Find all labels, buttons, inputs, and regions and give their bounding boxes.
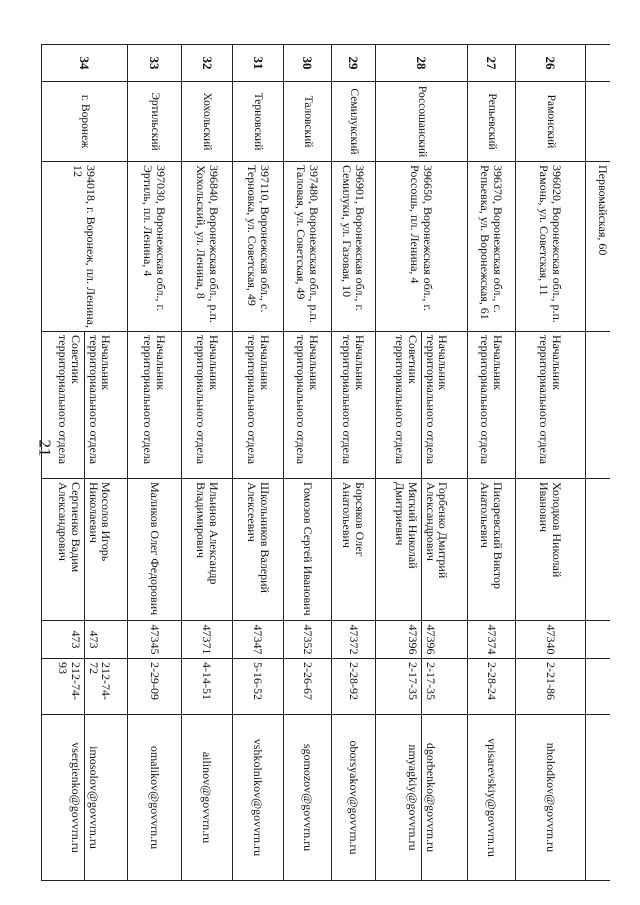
- phone-code-cell: [468, 621, 516, 659]
- phone-code-cell: [332, 621, 376, 659]
- email-cell-value: nmyagkiy@govvrn.ru: [406, 715, 422, 880]
- phone-cell: [42, 659, 128, 715]
- email-cell-value: imosolov@govvrn.ru: [86, 746, 101, 849]
- phone-code-cell: [233, 621, 284, 659]
- fio-cell-value: Маликов Олег Федорович: [147, 482, 162, 616]
- address-cell: 394018, г. Воронеж, пл. Ленина, 12: [42, 162, 128, 332]
- email-cell: [128, 715, 182, 881]
- district-cell: Терновский: [233, 82, 284, 162]
- fio-cell: [516, 479, 586, 621]
- fio-cell: [332, 479, 376, 621]
- phone-code-cell-value: 47347: [251, 624, 266, 655]
- email-cell: [516, 715, 586, 881]
- email-cell-value: omalikov@govvrn.ru: [147, 745, 162, 850]
- phone-cell-value: 2-29-09: [147, 662, 162, 700]
- district-cell: Эртильский: [128, 82, 182, 162]
- table-body: [42, 45, 611, 881]
- phone-cell: [376, 659, 468, 715]
- address-cell: 397030, Воронежская обл., г. Эртиль, пл. Ленина, 4: [128, 162, 182, 332]
- district-cell: Семилукский: [332, 82, 376, 162]
- fio-cell-value: Борсяков Олег Анатольевич: [340, 482, 368, 557]
- fio-cell: [42, 479, 128, 621]
- email-cell: [42, 715, 128, 881]
- position-cell-value: Начальник территориального отдела: [537, 335, 565, 465]
- table-row: [586, 45, 611, 881]
- address-cell: 396370, Воронежская обл., с. Репьевка, ул. Воронежская, 61: [468, 162, 516, 332]
- fio-cell-value: Мягкий Николай Дмитриевич: [394, 479, 422, 620]
- fio-cell-value: Школьников Валерий Алексеевич: [245, 482, 272, 593]
- district-cell: Таловский: [284, 82, 332, 162]
- address-cell: 396020, Воронежская обл., р.п. Рамонь, ул. Советская, 11: [516, 162, 586, 332]
- table-row: [42, 45, 128, 881]
- fio-cell-value: Писаревский Виктор Анатольевич: [478, 482, 506, 589]
- table-row: [468, 45, 516, 881]
- page-number: 21: [35, 439, 55, 457]
- fio-cell-value: Сергиенко Вадим Александрович: [57, 479, 85, 620]
- position-cell-value: Начальник территориального отдела: [478, 335, 506, 465]
- fio-cell-value: Мосолов Игорь Николаевич: [86, 482, 114, 562]
- row-number: 29: [332, 45, 376, 82]
- table-row: [332, 45, 376, 881]
- district-cell: Репьевский: [468, 82, 516, 162]
- position-cell: [468, 332, 516, 479]
- position-cell-value: Начальник территориального отдела: [340, 335, 368, 465]
- phone-code-cell: [42, 621, 128, 659]
- phone-code-cell-value: 47371: [200, 624, 215, 655]
- phone-cell-value: 2-28-92: [346, 662, 361, 700]
- phone-cell-value: 2-17-35: [423, 662, 438, 700]
- phone-cell: [284, 659, 332, 715]
- address-cell: 397480, Воронежская обл., р.п. Таловая, ул. Советская, 49: [284, 162, 332, 332]
- email-cell: [468, 715, 516, 881]
- position-cell: [284, 332, 332, 479]
- table-row: [128, 45, 182, 881]
- row-number: 27: [468, 45, 516, 82]
- address-cell: 396650, Воронежская обл., г. Россошь, пл. Ленина, 4: [376, 162, 468, 332]
- phone-code-cell: [128, 621, 182, 659]
- email-cell-value: oborsyakov@govvrn.ru: [346, 740, 361, 855]
- email-cell-value: nholodkov@govvrn.ru: [543, 742, 558, 853]
- position-cell: [332, 332, 376, 479]
- position-cell: [128, 332, 182, 479]
- table-row: [516, 45, 586, 881]
- address-cell: Первомайская, 60: [586, 162, 611, 332]
- email-cell-value: vshkolnikov@govvrn.ru: [251, 738, 266, 857]
- table-row: [182, 45, 233, 881]
- table-row: [233, 45, 284, 881]
- phone-cell: [468, 659, 516, 715]
- position-cell: [516, 332, 586, 479]
- fio-cell-value: Горбенко Дмитрий Александрович: [423, 482, 451, 579]
- row-number: 31: [233, 45, 284, 82]
- fio-cell-value: Холодков Николай Иванович: [537, 482, 565, 578]
- table-row: [376, 45, 468, 881]
- email-cell: [233, 715, 284, 881]
- email-cell: [182, 715, 233, 881]
- fio-cell: [376, 479, 468, 621]
- position-cell-value: Советник территориального отдела: [57, 332, 85, 478]
- phone-cell-value: 4-14-51: [200, 662, 215, 700]
- district-cell: Россошанский: [376, 82, 468, 162]
- phone-cell: [128, 659, 182, 715]
- phone-code-cell-value: 47396: [406, 621, 422, 658]
- email-cell-value: vsergienko@govvrn.ru: [69, 715, 85, 880]
- table-row: [284, 45, 332, 881]
- phone-code-cell-value: 47352: [300, 624, 315, 655]
- fio-cell: [233, 479, 284, 621]
- position-cell-value: Начальник территориального отдела: [423, 335, 451, 465]
- email-cell: [284, 715, 332, 881]
- position-cell: [233, 332, 284, 479]
- phone-cell-value: 212-74-72: [86, 662, 114, 700]
- phone-cell-value: 2-17-35: [406, 659, 422, 714]
- phone-code-cell-value: 47345: [147, 624, 162, 655]
- position-cell-value: Начальник территориального отдела: [245, 335, 272, 465]
- email-cell-value: vpisarevskiy@govvrn.ru: [484, 738, 499, 857]
- contacts-table: [41, 44, 610, 881]
- phone-code-cell-value: 47340: [543, 624, 558, 655]
- phone-code-cell-value: 473: [86, 630, 101, 649]
- row-number: 34: [42, 45, 128, 82]
- phone-code-cell: [516, 621, 586, 659]
- phone-cell: [233, 659, 284, 715]
- fio-cell-value: Ильинов Александр Владимирович: [194, 482, 221, 585]
- phone-cell-value: 5-16-52: [251, 662, 266, 700]
- position-cell: [376, 332, 468, 479]
- phone-cell-value: 2-21-86: [543, 662, 558, 700]
- position-cell: [182, 332, 233, 479]
- phone-cell-value: 2-28-24: [484, 662, 499, 700]
- address-cell: 397110, Воронежская обл., с. Терновка, ул. Советская, 49: [233, 162, 284, 332]
- district-cell: г. Воронеж: [42, 82, 128, 162]
- phone-cell-value: 2-26-67: [300, 662, 315, 700]
- phone-code-cell-value: 47396: [423, 624, 438, 655]
- email-cell: [332, 715, 376, 881]
- row-number: 26: [516, 45, 586, 82]
- phone-code-cell-value: 473: [69, 621, 85, 658]
- rotated-page: [56, 44, 610, 880]
- fio-cell: [128, 479, 182, 621]
- fio-cell: [468, 479, 516, 621]
- position-cell-value: Начальник территориального отдела: [294, 335, 322, 465]
- phone-code-cell: [376, 621, 468, 659]
- address-cell: 396840, Воронежская обл., р.п. Хохольский, ул. Ленина, 8: [182, 162, 233, 332]
- district-cell: Хохольский: [182, 82, 233, 162]
- address-cell: 396901, Воронежская обл., г. Семилуки, ул. Газовая, 10: [332, 162, 376, 332]
- row-number: 33: [128, 45, 182, 82]
- phone-code-cell-value: 47374: [484, 624, 499, 655]
- position-cell-value: Начальник территориального отдела: [141, 335, 169, 465]
- email-cell-value: sgomozov@govvrn.ru: [300, 743, 315, 852]
- phone-code-cell-value: 47372: [346, 624, 361, 655]
- phone-cell: [332, 659, 376, 715]
- email-cell-value: ailinov@govvrn.ru: [200, 751, 215, 844]
- email-cell: [376, 715, 468, 881]
- phone-cell: [182, 659, 233, 715]
- phone-code-cell: [182, 621, 233, 659]
- position-cell: [42, 332, 128, 479]
- email-cell-value: dgorbenko@govvrn.ru: [423, 742, 438, 853]
- fio-cell: [284, 479, 332, 621]
- position-cell-value: Советник территориального отдела: [394, 332, 422, 478]
- position-cell-value: Начальник территориального отдела: [86, 335, 114, 465]
- phone-cell-value: 212-74-93: [57, 659, 85, 714]
- phone-cell: [516, 659, 586, 715]
- row-number: 28: [376, 45, 468, 82]
- fio-cell-value: Гомозов Сергей Иванович: [300, 482, 315, 616]
- row-number: 30: [284, 45, 332, 82]
- district-cell: Рамонский: [516, 82, 586, 162]
- phone-code-cell: [284, 621, 332, 659]
- row-number: 32: [182, 45, 233, 82]
- fio-cell: [182, 479, 233, 621]
- position-cell-value: Начальник территориального отдела: [194, 335, 221, 465]
